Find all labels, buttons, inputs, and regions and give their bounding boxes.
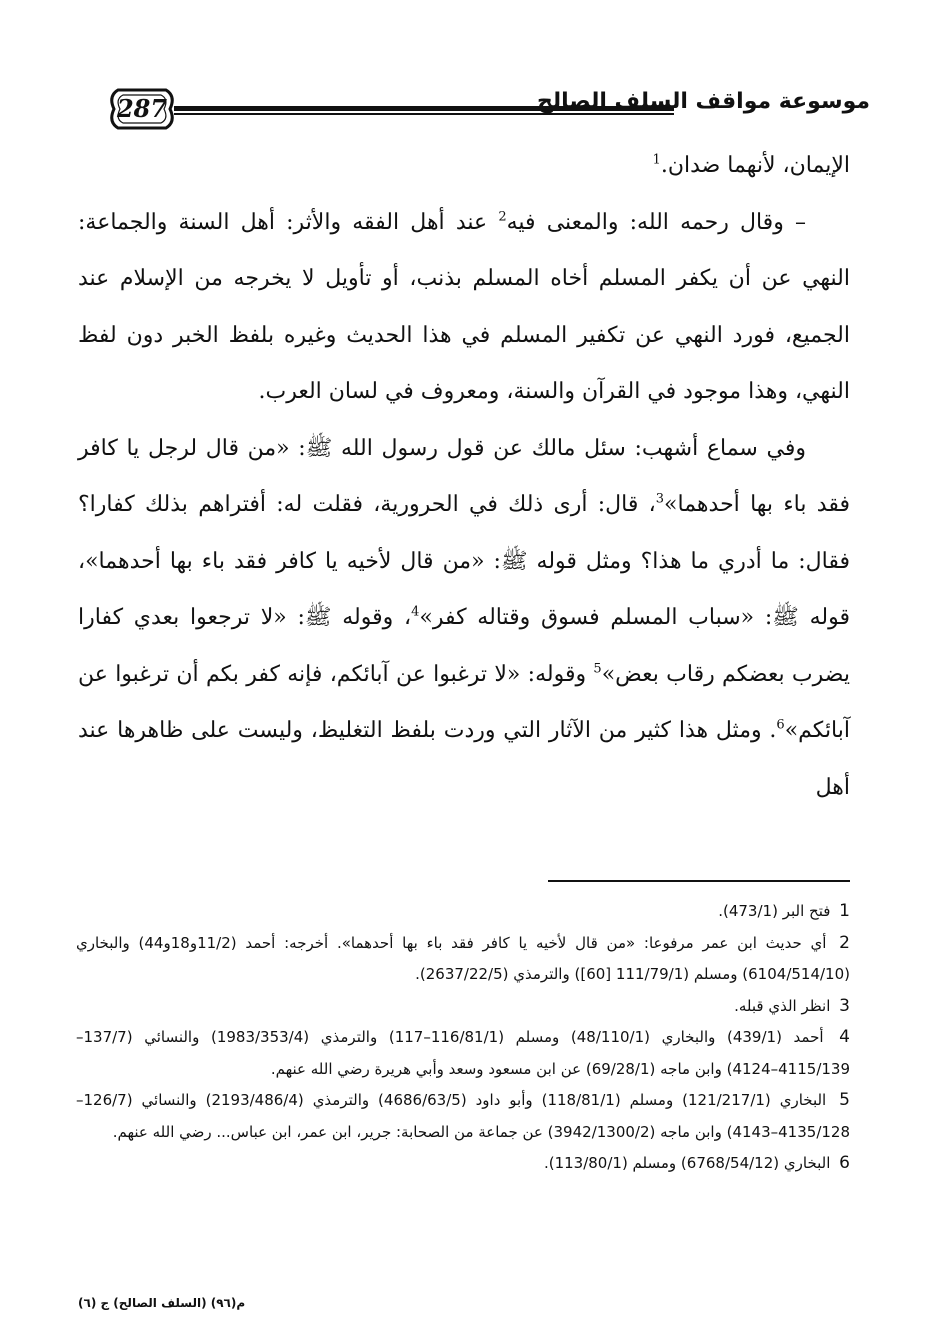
- footnote-ref-4: 4: [411, 604, 420, 620]
- paragraph-3-text-a: وفي سماع أشهب: سئل مالك عن قول رسول الله ﷺ: «من قال لرجل يا كافر فقد باء بها أحدهما»: [78, 435, 850, 517]
- footnote-text: أحمد (439/1) والبخاري (48/110/1) ومسلم (116/81/1–117) والترمذي (1983/353/4) والنسائي (137/7–4115/139–4124) وابن ماجه (69/28/1) عن ابن مسعود وسعد وأبي هريرة رضي الله عنهم.: [76, 1028, 850, 1078]
- paragraph-1-text: الإيمان، لأنهما ضدان.: [660, 153, 850, 178]
- footnote-4: [76, 1022, 850, 1085]
- footnote-1: [76, 896, 850, 928]
- footnote-text: انظر الذي قبله.: [734, 996, 831, 1015]
- paragraph-2: [78, 195, 850, 421]
- paragraph-3-text-b: ، قال: أرى ذلك في الحرورية، فقلت له: أفتراهم بذلك كفارا؟ فقال: ما أدري ما هذا؟ ومثل قوله ﷺ: «من قال لأخيه يا كافر فقد باء بها أحدهما»، قوله ﷺ: «سباب المسلم فسوق وقتاله كفر»: [78, 492, 850, 630]
- footnote-separator: [548, 880, 850, 882]
- paragraph-3: [78, 421, 850, 817]
- page-signature: م(٩٦) (السلف الصالح) ج (٦): [78, 1296, 246, 1310]
- footnote-number: 6: [839, 1153, 850, 1173]
- footnote-text: فتح البر (473/1).: [718, 902, 831, 920]
- footnote-number: 4: [839, 1027, 850, 1047]
- paragraph-3-text-e: . ومثل هذا كثير من الآثار التي وردت بلفظ التغليظ، وليست على ظاهرها عند أهل: [78, 718, 850, 800]
- footnote-text: أي حديث ابن عمر مرفوعا: «من قال لأخيه يا كافر فقد باء بها أحدهما». أخرجه: أحمد (11/2و18و44) والبخاري (6104/514/10) ومسلم (111/79/1 [60]) والترمذي (2637/22/5).: [76, 933, 850, 983]
- book-title: موسوعة مواقف السلف الصالح: [537, 89, 870, 114]
- paragraph-3-text-c: ، وقوله ﷺ: «لا ترجعوا بعدي كفارا يضرب بعضكم رقاب بعض»: [78, 605, 850, 687]
- paragraph-2-text-a: – وقال رحمه الله: والمعنى فيه: [506, 209, 806, 235]
- footnote-number: 1: [839, 901, 850, 921]
- page-number-badge: [104, 84, 180, 134]
- main-text: [78, 138, 850, 816]
- footnote-number: 5: [839, 1090, 850, 1110]
- footnote-ref-2: 2: [498, 209, 507, 225]
- footnote-ref-1: 1: [652, 152, 661, 168]
- footnotes: [76, 896, 850, 1180]
- footnote-number: 2: [839, 932, 850, 953]
- footnote-text: البخاري (121/217/1) ومسلم (118/81/1) وأبو داود (4686/63/5) والترمذي (2193/486/4) والنسائي (126/7–4135/128–4143) وابن ماجه (3942/1300/2) عن جماعة من الصحابة: جرير، ابن عمر، ابن عباس... رضي الله عنهم.: [76, 1091, 850, 1141]
- footnote-5: [76, 1085, 850, 1148]
- paragraph-1: [78, 138, 850, 195]
- footnote-2: [76, 928, 850, 991]
- page-header: [104, 82, 870, 142]
- footnote-3: [76, 991, 850, 1023]
- footnote-ref-5: 5: [593, 661, 602, 677]
- footnote-ref-3: 3: [655, 491, 665, 507]
- paragraph-3-text-d: وقوله: «لا ترغبوا عن آبائكم، فإنه كفر بكم أن ترغبوا عن آبائكم»: [78, 661, 850, 743]
- paragraph-2-text-b: عند أهل الفقه والأثر: أهل السنة والجماعة: النهي عن أن يكفر المسلم أخاه المسلم بذنب، أو تأويل لا يخرجه من الإسلام عند الجميع، فورد النهي عن تكفير المسلم في هذا الحديث وغيره بلفظ الخبر دون لفظ النهي، وهذا موجود في القرآن والسنة، ومعروف في لسان العرب.: [78, 209, 850, 404]
- footnote-number: 3: [839, 995, 850, 1016]
- footnote-6: [76, 1148, 850, 1180]
- footnote-ref-6: 6: [776, 717, 785, 733]
- footnote-text: البخاري (6768/54/12) ومسلم (113/80/1).: [543, 1154, 831, 1172]
- page-number: 287: [116, 94, 168, 123]
